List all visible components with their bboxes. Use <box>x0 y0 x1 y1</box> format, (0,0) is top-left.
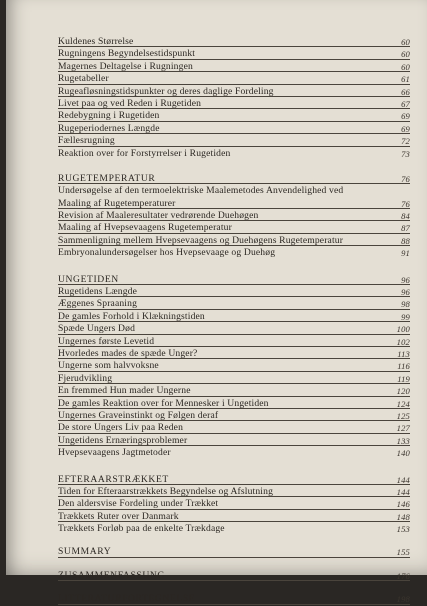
toc-entry-page: 73 <box>401 148 410 159</box>
toc-heading-page: 155 <box>396 547 410 558</box>
toc-entry-title: Sammenligning mellem Hvepsevaagens og Duehøgens Rugetemperatur <box>58 234 344 246</box>
toc-heading <box>58 546 410 558</box>
toc-entry-page: 133 <box>396 435 410 446</box>
toc-entry-page: 66 <box>401 86 410 97</box>
toc-entry <box>58 435 410 447</box>
dotted-leader <box>58 84 410 85</box>
toc-entry-page: 84 <box>401 211 410 222</box>
toc-entry-title: Rugningens Begyndelsestidspunkt <box>58 48 196 60</box>
toc-entry-title: En fremmed Hun mader Ungerne <box>58 385 191 397</box>
toc-entry-title: Hvorledes mades de spæde Unger? <box>58 347 198 359</box>
toc-entry-page: 153 <box>396 524 410 535</box>
toc-entry-page: 96 <box>401 287 410 298</box>
toc-heading-page: 144 <box>396 474 410 485</box>
toc-heading-page: 176 <box>396 570 410 581</box>
toc-entry-title: Revision af Maaleresultater vedrørende Duehøgen <box>58 210 259 222</box>
toc-entry-page: 67 <box>401 98 410 109</box>
toc-entry-title: De gamles Forhold i Klækningstiden <box>58 310 205 322</box>
toc-entry-title: Undersøgelse af den termoelektriske Maalemetodes Anvendelighed ved <box>58 185 344 197</box>
toc-section-summary <box>58 546 410 558</box>
table-of-contents <box>58 36 410 606</box>
toc-heading-page: 198 <box>396 594 410 605</box>
toc-section-rugetemperatur <box>58 173 410 260</box>
toc-entry <box>58 360 410 372</box>
toc-entry <box>58 222 410 234</box>
toc-entry <box>58 48 410 60</box>
toc-entry <box>58 447 410 459</box>
toc-entry-title-wrap: Maaling af Rugetemperaturer <box>58 197 176 209</box>
toc-heading <box>58 570 410 582</box>
toc-entry-page: 100 <box>396 324 410 335</box>
toc-entry-title: Hvepsevaagens Jagtmetoder <box>58 447 171 459</box>
toc-entry-page: 124 <box>396 398 410 409</box>
toc-entry-title: Kuldenes Størrelse <box>58 36 134 47</box>
toc-entry-title: Reaktion over for Forstyrrelser i Rugetiden <box>58 147 231 159</box>
toc-entry <box>58 210 410 222</box>
toc-entry-page: 120 <box>396 386 410 397</box>
toc-entry <box>58 422 410 434</box>
toc-section-zusammenfassung <box>58 570 410 582</box>
toc-entry-title: Æggenes Spraaning <box>58 298 138 310</box>
toc-entry-page: 91 <box>401 248 410 259</box>
toc-entry-title: Redebygning i Rugetiden <box>58 110 160 122</box>
toc-heading-title: ZUSAMMENFASSUNG <box>58 569 165 581</box>
toc-entry <box>58 73 410 85</box>
toc-entry <box>58 298 410 310</box>
toc-section-litteraturfortegnelse <box>58 593 410 605</box>
toc-entry <box>58 323 410 335</box>
toc-entry-page: 127 <box>396 423 410 434</box>
toc-entry-page: 98 <box>401 299 410 310</box>
toc-heading <box>58 274 410 286</box>
toc-entry <box>58 148 410 160</box>
toc-entry-page: 69 <box>401 123 410 134</box>
toc-heading-title: EFTERAARSTRÆKKET <box>58 473 169 485</box>
toc-heading <box>58 593 410 605</box>
toc-entry <box>58 286 410 298</box>
toc-heading-page: 76 <box>401 173 410 184</box>
toc-entry-title: Spæde Ungers Død <box>58 323 136 335</box>
toc-entry-title: Embryonalundersøgelser hos Hvepsevaage og Duehøg <box>58 247 276 259</box>
toc-entry-title: Rugetabeller <box>58 73 109 85</box>
toc-entry-title: Fjerudvikling <box>58 372 113 384</box>
toc-entry-page: 119 <box>397 373 410 384</box>
toc-entry-title: Rugeafløsningstidspunkter og deres daglige Fordeling <box>58 85 274 97</box>
toc-entry <box>58 336 410 348</box>
toc-entry-title: Ungetidens Ernæringsproblemer <box>58 434 188 446</box>
toc-entry-page: 61 <box>401 74 410 85</box>
toc-entry-title: Fællesrugning <box>58 135 115 147</box>
toc-entry-title: Rugetidens Længde <box>58 286 138 298</box>
toc-entry-title: Trækkets Forløb paa de enkelte Trækdage <box>58 523 225 535</box>
toc-entry <box>58 235 410 247</box>
toc-entry <box>58 185 410 197</box>
toc-entry-page: 146 <box>396 499 410 510</box>
toc-heading-page: 96 <box>401 274 410 285</box>
toc-heading-title: SUMMARY <box>58 546 112 558</box>
toc-entry-page: 60 <box>401 37 410 47</box>
toc-heading-title: UNGETIDEN <box>58 273 119 285</box>
toc-entry <box>58 398 410 410</box>
toc-section-ungetiden <box>58 274 410 460</box>
toc-entry-title: Tiden for Efteraarstrækkets Begyndelse og Afslutning <box>58 485 274 497</box>
toc-entry <box>58 123 410 135</box>
toc-entry-page: 72 <box>401 136 410 147</box>
toc-entry-continuation <box>58 198 410 210</box>
toc-entry <box>58 486 410 498</box>
book-page <box>6 0 427 605</box>
toc-entry <box>58 135 410 147</box>
toc-entry-page: 125 <box>396 410 410 421</box>
toc-entry <box>58 498 410 510</box>
toc-entry-page: 148 <box>396 511 410 522</box>
toc-entry-title: Ungerne som halvvoksne <box>58 360 159 372</box>
toc-entry-title: Ungernes Graveinstinkt og Følgen deraf <box>58 409 219 421</box>
toc-heading-title: LITTERATURFORTEGNELSE <box>58 593 196 605</box>
toc-entry <box>58 36 410 48</box>
toc-heading-title: RUGETEMPERATUR <box>58 172 156 184</box>
toc-entry-page: 102 <box>396 336 410 347</box>
toc-entry <box>58 410 410 422</box>
toc-entry-page: 88 <box>401 235 410 246</box>
toc-entry-page: 144 <box>396 486 410 497</box>
toc-entry-title: Ungernes første Levetid <box>58 335 155 347</box>
toc-entry-page: 60 <box>401 61 410 72</box>
toc-entry <box>58 110 410 122</box>
toc-entry-page: 76 <box>401 198 410 209</box>
toc-entry-title: Maaling af Hvepsevaagens Rugetemperatur <box>58 222 232 234</box>
toc-entry-page: 99 <box>401 311 410 322</box>
toc-entry <box>58 373 410 385</box>
toc-entry-page: 69 <box>401 111 410 122</box>
toc-entry-title: Rugeperiodernes Længde <box>58 122 160 134</box>
toc-entry <box>58 511 410 523</box>
toc-entry-page: 116 <box>397 361 410 372</box>
toc-entry-title: De store Ungers Liv paa Reden <box>58 422 184 434</box>
toc-entry-page: 87 <box>401 223 410 234</box>
toc-entry-title: Magernes Deltagelse i Rugningen <box>58 60 193 72</box>
toc-entry-title: Trækkets Ruter over Danmark <box>58 510 179 522</box>
toc-entry-title: Den aldersvise Fordeling under Trækket <box>58 498 219 510</box>
toc-entry <box>58 61 410 73</box>
toc-entry <box>58 98 410 110</box>
toc-section-efteraarstraekket <box>58 474 410 536</box>
toc-entry <box>58 348 410 360</box>
toc-entry <box>58 247 410 259</box>
toc-entry-page: 60 <box>401 49 410 60</box>
toc-entry-title: Livet paa og ved Reden i Rugetiden <box>58 97 202 109</box>
toc-entry-title: De gamles Reaktion over for Mennesker i Ungetiden <box>58 397 269 409</box>
toc-entry <box>58 385 410 397</box>
toc-entry <box>58 311 410 323</box>
toc-entry <box>58 86 410 98</box>
toc-heading <box>58 474 410 486</box>
toc-entry-page: 113 <box>397 348 410 359</box>
toc-heading <box>58 173 410 185</box>
toc-entry <box>58 523 410 535</box>
toc-entry-page: 140 <box>396 448 410 459</box>
toc-section <box>58 36 410 160</box>
